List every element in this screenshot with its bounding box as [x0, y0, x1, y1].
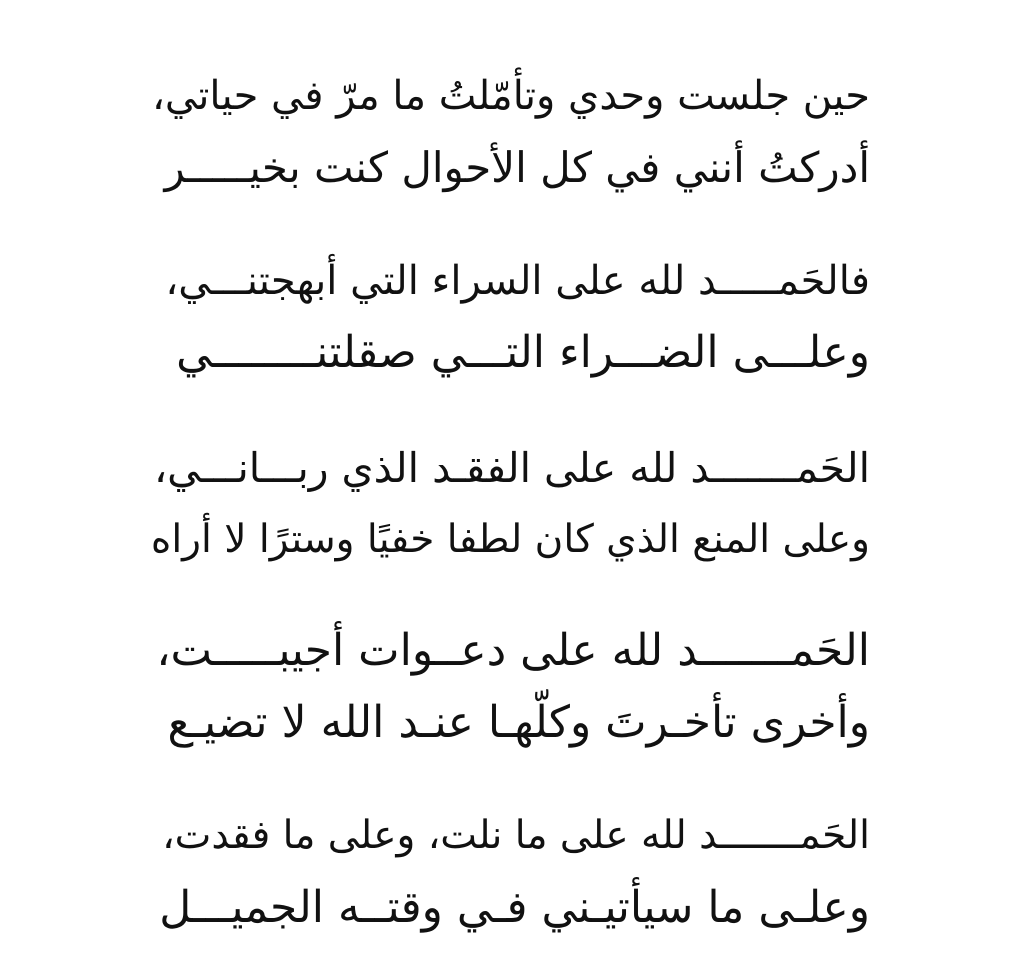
poem-line: فالحَمـــــد لله على السراء التي أبهجتنـــي،	[165, 258, 870, 304]
poem-line: حين جلست وحدي وتأمّلتُ ما مرّ في حياتي،	[151, 73, 870, 119]
poem-line: وأخرى تأخـرتَ وكلّهـا عنـد الله لا تضيـع	[167, 697, 870, 748]
poem-page	[150, 60, 870, 960]
poem-line: أدركتُ أنني في كل الأحوال كنت بخيـــــر	[164, 143, 870, 192]
stanza-1	[150, 60, 870, 204]
stanza-5	[150, 800, 870, 944]
stanza-2	[150, 245, 870, 389]
poem-line: وعلـــى الضـــراء التـــي صقلتنــــــــي	[176, 327, 870, 378]
stanza-4	[150, 615, 870, 759]
poem-line: وعلـى ما سيأتيـني فـي وقتــه الجميـــل	[159, 882, 870, 933]
stanza-3	[150, 432, 870, 576]
poem-line: وعلى المنع الذي كان لطفا خفيًا وسترًا لا أراه	[150, 517, 870, 562]
poem-line: الحَمـــــــد لله على ما نلت، وعلى ما فقدت،	[162, 813, 870, 858]
poem-line: الحَمـــــــد لله على دعــوات أجيبـــــت،	[156, 625, 870, 676]
poem-line: الحَمـــــــد لله على الفقـد الذي ربـــانـــي،	[153, 444, 870, 492]
